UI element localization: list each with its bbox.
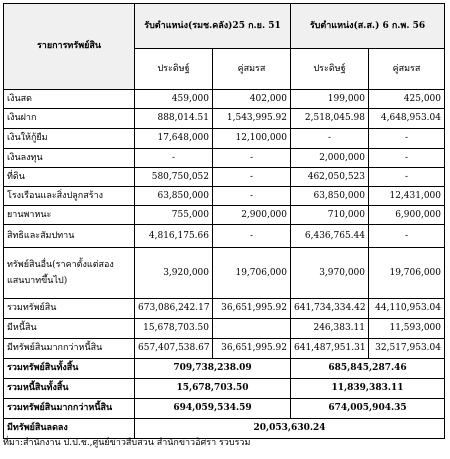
table-row: [4, 109, 445, 129]
combined-value: 685,845,287.46: [291, 359, 445, 379]
row-label: มีทรัพย์สินลดลง: [4, 419, 135, 439]
row-label: รวมหนี้สินทั้งสิ้น: [4, 379, 135, 399]
row-label: โรงเรือนและสิ่งปลูกสร้าง: [4, 187, 135, 206]
cell-value: 32,517,953.04: [369, 339, 445, 359]
combined-value: 11,839,383.11: [291, 379, 445, 399]
cell-value: 3,920,000: [135, 248, 213, 299]
cell-value: 199,000: [291, 90, 369, 109]
cell-value: 4,648,953.04: [369, 109, 445, 129]
cell-value: 12,431,000: [369, 187, 445, 206]
table-header-row: [4, 4, 445, 49]
combined-value: 694,059,534.59: [135, 399, 291, 419]
row-label: สิทธิและสัมปทาน: [4, 225, 135, 248]
cell-value: 12,100,000: [213, 129, 291, 149]
cell-value: 2,000,000: [291, 149, 369, 168]
row-label: ยานพาหนะ: [4, 206, 135, 225]
cell-value: 755,000: [135, 206, 213, 225]
other-assets-label-line-1: ทรัพย์สินอื่น(ราคาตั้งแต่สอง: [7, 260, 114, 270]
cell-value: 17,648,000: [135, 129, 213, 149]
cell-value: -: [291, 129, 369, 149]
table-row: [4, 187, 445, 206]
cell-value: -: [369, 168, 445, 187]
table-row: [4, 206, 445, 225]
table-row-other-assets: [4, 248, 445, 299]
table-row-combined: [4, 379, 445, 399]
cell-value: 6,900,000: [369, 206, 445, 225]
table-row: [4, 168, 445, 187]
cell-value: 402,000: [213, 90, 291, 109]
cell-value: -: [369, 149, 445, 168]
combined-value: 674,005,904.35: [291, 399, 445, 419]
cell-value: -: [213, 168, 291, 187]
table-row: [4, 225, 445, 248]
table-row-combined: [4, 359, 445, 379]
cell-value: 63,850,000: [291, 187, 369, 206]
cell-value: 425,000: [369, 90, 445, 109]
cell-value: 2,900,000: [213, 206, 291, 225]
cell-value: 44,110,953.04: [369, 299, 445, 319]
cell-value: 641,734,334.42: [291, 299, 369, 319]
other-assets-label-line-2: แสนบาทขึ้นไป): [7, 276, 68, 286]
row-label: รวมทรัพย์สิน: [4, 299, 135, 319]
cell-value: 11,593,000: [369, 319, 445, 339]
cell-value: 2,518,045.98: [291, 109, 369, 129]
period-2-header: รับตำแหน่ง(ส.ส.) 6 ก.พ. 56: [291, 4, 445, 49]
cell-value: 36,651,995.92: [213, 339, 291, 359]
row-label: เงินลงทุน: [4, 149, 135, 168]
cell-value: 888,014.51: [135, 109, 213, 129]
table-row-total: [4, 299, 445, 319]
cell-value: -: [369, 225, 445, 248]
row-label: เงินฝาก: [4, 109, 135, 129]
asset-declaration-table: [3, 3, 445, 439]
item-column-header: รายการทรัพย์สิน: [4, 4, 135, 90]
cell-value: -: [213, 187, 291, 206]
combined-value: 709,738,238.09: [135, 359, 291, 379]
self-1-header: ประดิษฐ์: [135, 49, 213, 90]
decrease-value: 20,053,630.24: [135, 419, 445, 439]
cell-value: 246,383.11: [291, 319, 369, 339]
spouse-2-header: คู่สมรส: [369, 49, 445, 90]
table-row: [4, 129, 445, 149]
spouse-1-header: คู่สมรส: [213, 49, 291, 90]
cell-value: 580,750,052: [135, 168, 213, 187]
cell-value: -: [213, 225, 291, 248]
cell-value: 3,970,000: [291, 248, 369, 299]
row-label: มีทรัพย์สินมากกว่าหนี้สิน: [4, 339, 135, 359]
asset-table-container: [3, 3, 444, 439]
cell-value: -: [369, 129, 445, 149]
cell-value: 641,487,951.31: [291, 339, 369, 359]
table-row-total: [4, 319, 445, 339]
row-label: [4, 248, 135, 299]
period-1-header: รับตำแหน่ง(รมช.คลัง)25 ก.ย. 51: [135, 4, 291, 49]
table-row-decrease: [4, 419, 445, 439]
cell-value: 19,706,000: [213, 248, 291, 299]
cell-value: [213, 319, 291, 339]
row-label: ที่ดิน: [4, 168, 135, 187]
row-label: มีหนี้สิน: [4, 319, 135, 339]
row-label: รวมทรัพย์สินทั้งสิ้น: [4, 359, 135, 379]
cell-value: 36,651,995.92: [213, 299, 291, 319]
self-2-header: ประดิษฐ์: [291, 49, 369, 90]
row-label: เงินให้กู้ยืม: [4, 129, 135, 149]
cell-value: 6,436,765.44: [291, 225, 369, 248]
cell-value: -: [135, 149, 213, 168]
table-row: [4, 149, 445, 168]
cell-value: 710,000: [291, 206, 369, 225]
row-label: เงินสด: [4, 90, 135, 109]
cell-value: 19,706,000: [369, 248, 445, 299]
row-label: รวมทรัพย์สินมากกว่าหนี้สิน: [4, 399, 135, 419]
cell-value: 462,050,523: [291, 168, 369, 187]
combined-value: 15,678,703.50: [135, 379, 291, 399]
cell-value: 673,086,242.17: [135, 299, 213, 319]
table-row: [4, 90, 445, 109]
table-row-combined: [4, 399, 445, 419]
cell-value: -: [213, 149, 291, 168]
source-note: ที่มา:สำนักงาน ป.ป.ช.,ศูนย์ข่าวสืบสวน สำนักข่าวอิศรา รวบรวม: [3, 438, 251, 448]
cell-value: 657,407,538.67: [135, 339, 213, 359]
cell-value: 4,816,175.66: [135, 225, 213, 248]
cell-value: 1,543,995.92: [213, 109, 291, 129]
cell-value: 15,678,703.50: [135, 319, 213, 339]
table-row-total: [4, 339, 445, 359]
cell-value: 63,850,000: [135, 187, 213, 206]
cell-value: 459,000: [135, 90, 213, 109]
